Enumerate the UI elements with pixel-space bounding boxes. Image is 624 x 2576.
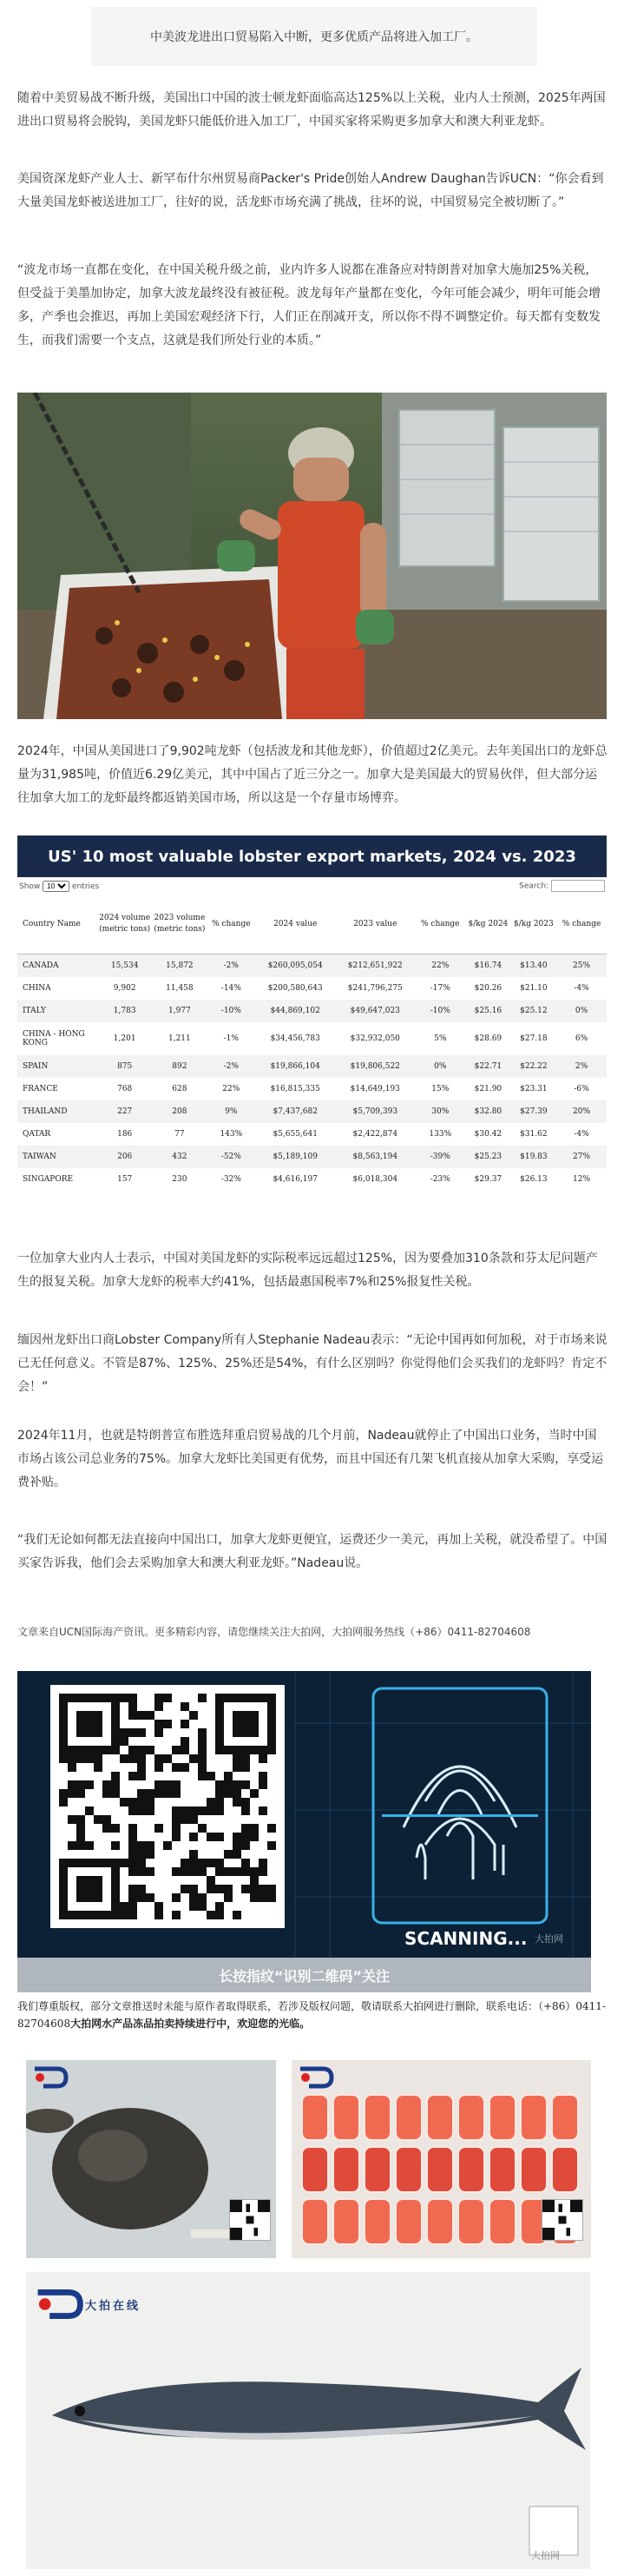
table-cell: 628 bbox=[172, 1085, 187, 1093]
table-cell: $260,095,054 bbox=[255, 954, 335, 978]
table-cell: 143% bbox=[220, 1130, 243, 1139]
product-photo-saury bbox=[26, 2272, 590, 2569]
table-cell: 1,201 bbox=[113, 1034, 136, 1043]
col-header[interactable]: Country Name bbox=[17, 895, 97, 954]
table-cell: $26.13 bbox=[520, 1175, 548, 1184]
brand-logo bbox=[297, 2065, 335, 2093]
table-cell: $32.80 bbox=[465, 1100, 510, 1123]
table-cell: -39% bbox=[415, 1146, 465, 1168]
table-cell: -1% bbox=[223, 1034, 239, 1043]
table-cell: 9% bbox=[207, 1100, 255, 1123]
table-cell: 15,534 bbox=[97, 954, 152, 978]
table-cell: $22.22 bbox=[511, 1055, 556, 1078]
table-cell: 1,783 bbox=[97, 1000, 152, 1022]
table-cell: $19,806,522 bbox=[335, 1055, 415, 1078]
table-row bbox=[17, 1168, 607, 1191]
table-row bbox=[17, 1055, 607, 1078]
table-cell: CHINA bbox=[23, 984, 51, 993]
table-row bbox=[17, 1100, 607, 1123]
table-cell: -2% bbox=[207, 1055, 255, 1078]
table-cell: $5,189,109 bbox=[255, 1146, 335, 1168]
table-body bbox=[17, 954, 607, 1192]
table-cell: -14% bbox=[220, 984, 241, 993]
paragraph-8: “我们无论如何都无法直接向中国出口，加拿大龙虾更便宜，运费还少一美元，再加上关税，就没希望了。中国买家告诉我，他们会去采购加拿大和澳大利亚龙虾。”Nadeau说。 bbox=[17, 1533, 608, 1570]
banner-watermark: 大拍网 bbox=[535, 1933, 563, 1945]
table-cell: 25% bbox=[556, 954, 607, 978]
table-cell: 12% bbox=[573, 1175, 591, 1184]
table-cell: $32,932,050 bbox=[350, 1034, 400, 1043]
table-row bbox=[17, 1078, 607, 1100]
paragraph-2: 美国资深龙虾产业人士、新罕布什尔州贸易商Packer's Pride创始人Andrew Daughan告诉UCN：“你会看到大量美国龙虾被送进加工厂，往好的说，活龙虾市场充满了挑战，往坏的说，中国贸易完全被切断了。” bbox=[17, 172, 604, 209]
table-cell: $34,456,783 bbox=[270, 1034, 320, 1043]
table-cell: 0% bbox=[556, 1000, 607, 1022]
article-lead: 中美波龙进出口贸易陷入中断，更多优质产品将进入加工厂。 bbox=[91, 7, 537, 66]
table-cell: CANADA bbox=[17, 954, 97, 978]
col-header[interactable]: $/kg 2024 bbox=[465, 895, 510, 954]
table-cell: $16.74 bbox=[465, 954, 510, 978]
table-cell: $5,709,393 bbox=[335, 1100, 415, 1123]
table-cell: $28.69 bbox=[474, 1034, 502, 1043]
table-cell: $25.23 bbox=[465, 1146, 510, 1168]
table-cell: $25.16 bbox=[465, 1000, 510, 1022]
table-cell: $30.42 bbox=[474, 1130, 502, 1139]
table-row bbox=[17, 1022, 607, 1055]
table-cell: $13.40 bbox=[511, 954, 556, 978]
table-cell: 9,902 bbox=[113, 984, 136, 993]
table-cell: 0% bbox=[415, 1055, 465, 1078]
table-cell: $29.37 bbox=[474, 1175, 502, 1184]
table-cell: 5% bbox=[434, 1034, 447, 1043]
product-qr-icon bbox=[229, 2199, 271, 2241]
paragraph-1: 随着中美贸易战不断升级，美国出口中国的波士顿龙虾面临高达125%以上关税，业内人士预测，2025年两国进出口贸易将会脱钩，美国龙虾只能低价进入加工厂，中国买家将采购更多加拿大和澳大利亚龙虾。 bbox=[17, 91, 606, 129]
product-photo-fish bbox=[26, 2060, 276, 2258]
footer-watermark: 大拍网 bbox=[531, 2550, 560, 2561]
table-cell: $16,815,335 bbox=[270, 1085, 320, 1093]
table-cell: 11,458 bbox=[166, 984, 194, 993]
table-cell: $241,796,275 bbox=[347, 984, 403, 993]
table-cell: $19,866,104 bbox=[255, 1055, 335, 1078]
table-row bbox=[17, 954, 607, 978]
table-row bbox=[17, 1123, 607, 1146]
paragraph-4: 2024年，中国从美国进口了9,902吨龙虾（包括波龙和其他龙虾），价值超过2亿美元。去年美国出口的龙虾总量为31,985吨，价值近6.29亿美元，其中中国占了近三分之一。加拿大是美国最大的贸易伙伴，但大部分运往加拿大加工的龙虾最终都返销美国市场，所以这是一个存量市场博弈。 bbox=[17, 744, 608, 805]
qr-code-graphic bbox=[50, 1685, 285, 1928]
col-header[interactable]: 2023 volume (metric tons) bbox=[152, 895, 207, 954]
product-photo-crab-legs bbox=[292, 2060, 591, 2258]
table-cell: ITALY bbox=[17, 1000, 97, 1022]
table-cell: $22.71 bbox=[465, 1055, 510, 1078]
brand-logo bbox=[31, 2065, 69, 2093]
table-cell: CHINA - HONG KONG bbox=[23, 1030, 85, 1047]
export-data-table bbox=[17, 895, 607, 1191]
table-cell: 1,211 bbox=[167, 1034, 191, 1043]
table-cell: 15% bbox=[431, 1085, 450, 1093]
table-cell: THAILAND bbox=[17, 1100, 97, 1123]
table-cell: -4% bbox=[574, 1130, 589, 1139]
table-cell: 2% bbox=[556, 1055, 607, 1078]
table-cell: $21.90 bbox=[474, 1085, 502, 1093]
table-cell: FRANCE bbox=[23, 1085, 58, 1093]
table-cell: $4,616,197 bbox=[273, 1175, 318, 1184]
qr-code[interactable] bbox=[50, 1685, 285, 1928]
table-cell: SPAIN bbox=[17, 1055, 97, 1078]
brand-logo bbox=[33, 2288, 141, 2321]
table-cell: 230 bbox=[172, 1175, 187, 1184]
table-cell: 27% bbox=[556, 1146, 607, 1168]
entries-label: entries bbox=[72, 882, 100, 891]
table-cell: 6% bbox=[575, 1034, 588, 1043]
table-cell: -10% bbox=[207, 1000, 255, 1022]
table-cell: $19.83 bbox=[511, 1146, 556, 1168]
scanning-label: SCANNING... bbox=[404, 1928, 528, 1949]
table-cell: -52% bbox=[207, 1146, 255, 1168]
table-cell: $2,422,874 bbox=[352, 1130, 398, 1139]
table-cell: 208 bbox=[152, 1100, 207, 1123]
table-cell: $200,580,643 bbox=[267, 984, 323, 993]
table-cell: $20.26 bbox=[474, 984, 502, 993]
table-cell: $44,869,102 bbox=[255, 1000, 335, 1022]
show-label: Show bbox=[19, 882, 41, 891]
table-cell: $14,649,193 bbox=[350, 1085, 400, 1093]
table-cell: 157 bbox=[117, 1175, 133, 1184]
qr-follow-banner bbox=[17, 1671, 591, 1992]
table-row bbox=[17, 977, 607, 1000]
table-cell: 875 bbox=[97, 1055, 152, 1078]
paragraph-5: 一位加拿大业内人士表示，中国对美国龙虾的实际税率远远超过125%，因为要叠加310条款和芬太尼问题产生的报复关税。加拿大龙虾的税率大约41%，包括最惠国税率7%和25%报复性关税。 bbox=[17, 1252, 598, 1289]
table-cell: -4% bbox=[574, 984, 589, 993]
table-cell: -23% bbox=[430, 1175, 450, 1184]
table-cell: 30% bbox=[415, 1100, 465, 1123]
table-cell: $27.18 bbox=[520, 1034, 548, 1043]
qr-caption: 长按指纹“识别二维码”关注 bbox=[17, 1958, 591, 1992]
table-cell: 892 bbox=[152, 1055, 207, 1078]
table-title: US' 10 most valuable lobster export markets, 2024 vs. 2023 bbox=[17, 836, 607, 877]
table-cell: 20% bbox=[556, 1100, 607, 1123]
col-header[interactable]: 2023 value bbox=[335, 895, 415, 954]
table-row bbox=[17, 1146, 607, 1168]
table-cell: 22% bbox=[222, 1085, 240, 1093]
table-cell: 15,872 bbox=[152, 954, 207, 978]
table-cell: -6% bbox=[574, 1085, 589, 1093]
fisherman-lobster-photo bbox=[17, 393, 607, 719]
table-cell: -32% bbox=[220, 1175, 241, 1184]
copyright-text: 我们尊重版权，部分文章推送时未能与原作者取得联系，若涉及版权问题，敬请联系大拍网进行删除，联系电话：（+86）0411-82704608 bbox=[17, 2000, 606, 2030]
col-header[interactable]: 2024 volume (metric tons) bbox=[97, 895, 152, 954]
table-cell: 22% bbox=[415, 954, 465, 978]
table-cell: TAIWAN bbox=[17, 1146, 97, 1168]
table-cell: 206 bbox=[97, 1146, 152, 1168]
table-cell: $49,647,023 bbox=[335, 1000, 415, 1022]
table-cell: 133% bbox=[429, 1130, 452, 1139]
auction-invite: 大拍网水产品冻品拍卖持续进行中，欢迎您的光临。 bbox=[70, 2018, 311, 2030]
source-credit: 文章来自UCN国际海产资讯。更多精彩内容，请您继续关注大拍网，大拍网服务热线（+86）0411-82704608 bbox=[17, 1626, 531, 1638]
table-cell: -2% bbox=[207, 954, 255, 978]
paragraph-3: “波龙市场一直都在变化，在中国关税升级之前，业内许多人说都在准备应对特朗普对加拿大施加25%关税，但受益于美墨加协定，加拿大波龙最终没有被征税。波龙每年产量都在变化，今年可能会减少，明年可能会增多，产季也会推迟，再加上美国宏观经济下行，人们正在削减开支，所以你不得不调整定价。每天都有变数发生，而我们需要一个支点，这就是我们所处行业的本质。” bbox=[17, 263, 601, 347]
table-cell: $23.31 bbox=[520, 1085, 548, 1093]
table-controls bbox=[17, 877, 607, 895]
table-cell: SINGAPORE bbox=[23, 1175, 74, 1184]
entries-select[interactable] bbox=[43, 881, 69, 892]
col-header[interactable]: $/kg 2023 bbox=[511, 895, 556, 954]
table-cell: $25.12 bbox=[511, 1000, 556, 1022]
table-cell: QATAR bbox=[23, 1130, 51, 1139]
table-cell: 227 bbox=[97, 1100, 152, 1123]
table-cell: 432 bbox=[152, 1146, 207, 1168]
col-header[interactable]: % change bbox=[415, 895, 465, 954]
table-cell: $7,437,682 bbox=[255, 1100, 335, 1123]
copyright-notice bbox=[17, 1998, 608, 2032]
table-cell: 1,977 bbox=[152, 1000, 207, 1022]
table-cell: $31.62 bbox=[520, 1130, 548, 1139]
paragraph-7: 2024年11月，也就是特朗普宣布胜选拜重启贸易战的几个月前，Nadeau就停止了中国出口业务，当时中国市场占该公司总业务的75%。加拿大龙虾比美国更有优势，而且中国还有几架飞机直接从加拿大采购，享受运费补贴。 bbox=[17, 1429, 604, 1489]
table-cell: -10% bbox=[415, 1000, 465, 1022]
product-qr-icon bbox=[542, 2199, 583, 2241]
brand-logo-text: 大拍在线 bbox=[85, 2299, 141, 2313]
table-cell: 186 bbox=[117, 1130, 133, 1139]
table-cell: 768 bbox=[117, 1085, 133, 1093]
table-row bbox=[17, 1000, 607, 1022]
col-header[interactable]: % change bbox=[207, 895, 255, 954]
table-cell: $212,651,922 bbox=[335, 954, 415, 978]
search-label: Search: bbox=[519, 882, 549, 891]
col-header[interactable]: % change bbox=[556, 895, 607, 954]
brand-logo-icon bbox=[297, 2065, 335, 2090]
table-cell: $8,563,194 bbox=[335, 1146, 415, 1168]
table-cell: -17% bbox=[430, 984, 450, 993]
lobster-export-table bbox=[17, 836, 607, 1221]
table-header-row bbox=[17, 895, 607, 954]
brand-logo-icon bbox=[31, 2065, 69, 2090]
table-search-input[interactable] bbox=[551, 880, 605, 892]
col-header[interactable]: 2024 value bbox=[255, 895, 335, 954]
table-cell: $5,655,641 bbox=[273, 1130, 318, 1139]
table-cell: $27.39 bbox=[511, 1100, 556, 1123]
table-cell: $6,018,304 bbox=[352, 1175, 398, 1184]
table-cell: $21.10 bbox=[520, 984, 548, 993]
paragraph-6: 缅因州龙虾出口商Lobster Company所有人Stephanie Nadeau表示：“无论中国再如何加税，对于市场来说已无任何意义。不管是87%、125%、25%还是54%，有什么区别吗？你觉得他们会买我们的龙虾吗？肯定不会！” bbox=[17, 1333, 608, 1394]
table-cell: 77 bbox=[174, 1130, 185, 1139]
brand-logo-icon bbox=[33, 2288, 85, 2321]
